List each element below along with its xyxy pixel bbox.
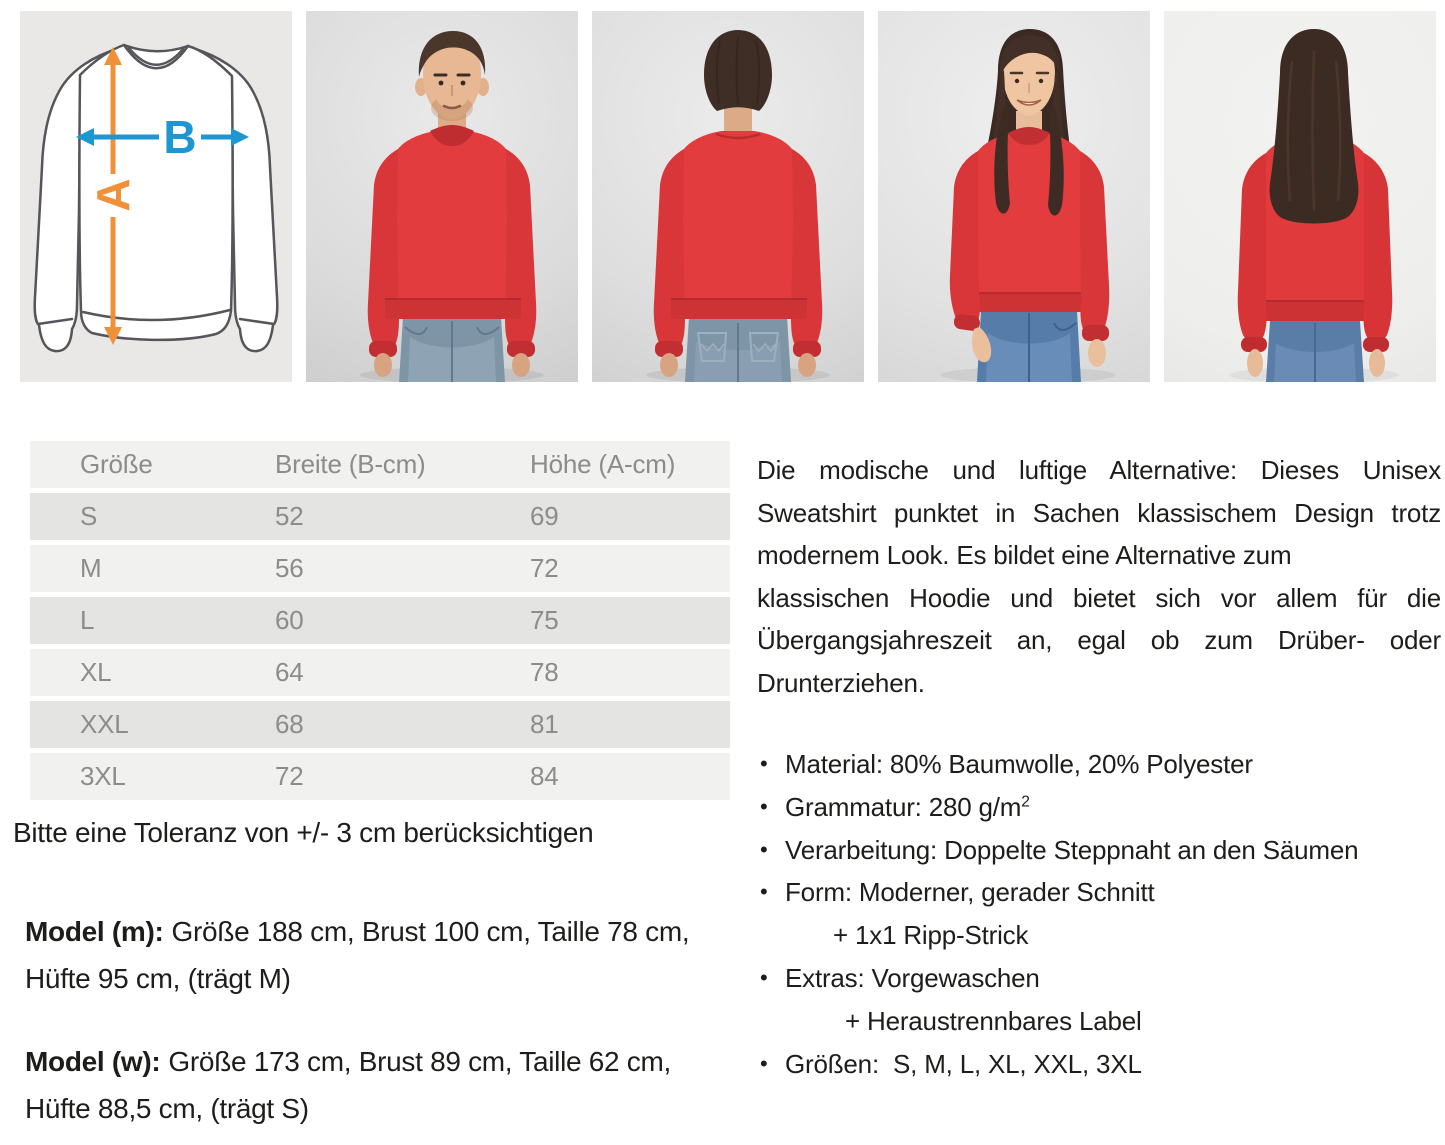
description-line: Sweatshirt punktet in Sachen klassischem Design trotz (757, 497, 1441, 528)
model-w-label: Model (w): (25, 1046, 161, 1077)
bullet-icon: • (760, 751, 768, 776)
feature-extras-continuation: + Heraustrennbares Label (845, 1005, 1142, 1036)
photo-female-model-back (1164, 11, 1436, 382)
feature-material: • Material: 80% Baumwolle, 20% Polyester (757, 743, 1441, 786)
col-header-breite: Breite (B-cm) (275, 449, 426, 479)
table-row: S 52 69 (30, 493, 730, 540)
tolerance-note: Bitte eine Toleranz von +/- 3 cm berücksichtigen (13, 817, 594, 848)
size-table (30, 441, 730, 805)
feature-form-continuation: + 1x1 Ripp-Strick (833, 920, 1029, 951)
feature-verarbeitung: • Verarbeitung: Doppelte Steppnaht an den Säumen (757, 829, 1441, 872)
product-image-gallery (20, 11, 1436, 382)
label-B: B (163, 111, 197, 163)
description-line: Übergangsjahreszeit an, egal ob zum Drüber- oder (757, 625, 1441, 655)
feature-form: • Form: Moderner, gerader Schnitt (757, 871, 1441, 914)
male-model-front-illustration (306, 11, 578, 382)
photo-male-model-front (306, 11, 578, 382)
table-row: XL 64 78 (30, 649, 730, 696)
col-header-groesse: Größe (80, 449, 153, 479)
table-row: M 56 72 (30, 545, 730, 592)
col-header-hoehe: Höhe (A-cm) (530, 449, 676, 479)
bullet-icon: • (760, 964, 768, 990)
female-model-back-illustration (1164, 11, 1436, 382)
description-line: Drunterziehen. (757, 667, 925, 698)
description-line: Die modische und luftige Alternative: Dieses Unisex (757, 455, 1441, 485)
photo-female-model-front (878, 11, 1150, 382)
table-row: XXL 68 81 (30, 701, 730, 748)
model-m-info (25, 908, 720, 1002)
sweatshirt-measurement-sketch (20, 11, 292, 382)
feature-extras: • Extras: Vorgewaschen (757, 957, 1441, 1000)
feature-list (757, 743, 1441, 1085)
product-description (757, 449, 1441, 704)
feature-grammatur: • Grammatur: 280 $g/m^2$ (757, 786, 1441, 829)
model-m-label: Model (m): (25, 916, 164, 947)
male-model-back-illustration (592, 11, 864, 382)
model-m-details: Größe 188 cm, Brust 100 cm, Taille 78 cm, Hüfte 95 cm, (trägt M) (25, 916, 690, 994)
table-row: L 60 75 (30, 597, 730, 644)
superscript: 2 (1021, 793, 1030, 811)
bullet-icon: • (760, 793, 768, 819)
bullet-icon: • (760, 836, 768, 862)
bullet-icon: • (760, 1050, 768, 1076)
model-w-info (25, 1038, 720, 1132)
feature-groessen: • Größen: S, M, L, XL, XXL, 3XL (757, 1043, 1441, 1086)
model-w-details: Größe 173 cm, Brust 89 cm, Taille 62 cm, Hüfte 88,5 cm, (trägt S) (25, 1046, 671, 1124)
size-diagram-image (20, 11, 292, 382)
description-line: klassischen Hoodie und bietet sich vor allem für die (757, 582, 1441, 613)
size-table-header-row (30, 441, 730, 488)
female-model-front-illustration (878, 11, 1150, 382)
photo-male-model-back (592, 11, 864, 382)
label-A: A (87, 178, 139, 212)
table-row: 3XL 72 84 (30, 753, 730, 800)
description-line: modernem Look. Es bildet eine Alternative zum (757, 540, 1292, 570)
bullet-icon: • (760, 879, 768, 905)
